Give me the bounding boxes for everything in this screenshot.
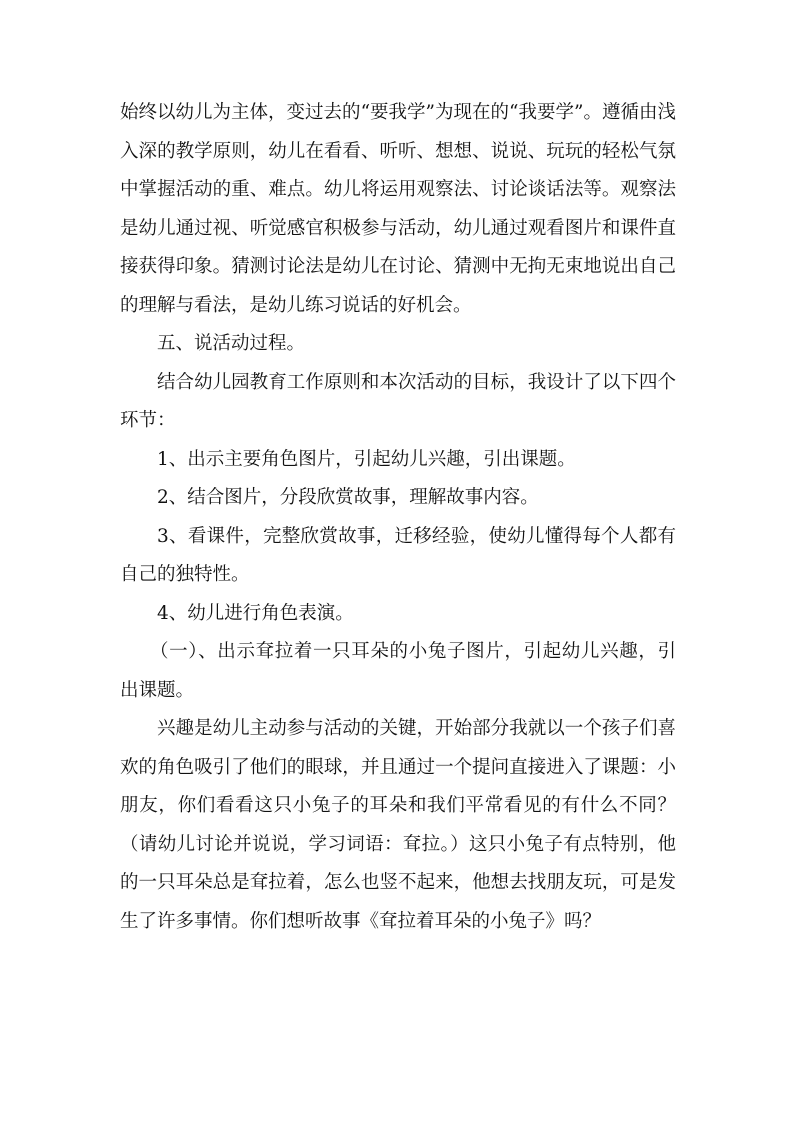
document-body	[120, 94, 676, 941]
paragraph-activity-design: 结合幼儿园教育工作原则和本次活动的目标，我设计了以下四个环节：	[120, 371, 676, 431]
paragraph-interest-introduction: 兴趣是幼儿主动参与活动的关键，开始部分我就以一个孩子们喜欢的角色吸引了他们的眼球，并且通过一个提问直接进入了课题：小朋友，你们看看这只小兔子的耳朵和我们平常看见的有什么不同？（请幼儿讨论并说说，学习词语：耷拉。）这只小兔子有点特别，他的一只耳朵总是耷拉着，怎么也竖不起来，他想去找朋友玩，可是发生了许多事情。你们想听故事《耷拉着耳朵的小兔子》吗？	[120, 718, 676, 932]
list-item-step-1: 1、出示主要角色图片，引起幼儿兴趣，引出课题。	[157, 448, 576, 470]
paragraph-teaching-methods: 始终以幼儿为主体，变过去的“要我学”为现在的“我要学”。遵循由浅入深的教学原则，幼儿在看看、听听、想想、说说、玩玩的轻松气氛中掌握活动的重、难点。幼儿将运用观察法、讨论谈话法等。观察法是幼儿通过视、听觉感官积极参与活动，幼儿通过观看图片和课件直接获得印象。猜测讨论法是幼儿在讨论、猜测中无拘无束地说出自己的理解与看法，是幼儿练习说话的好机会。	[120, 102, 676, 316]
subheading-part-one: （一）、出示耷拉着一只耳朵的小兔子图片，引起幼儿兴趣，引出课题。	[120, 641, 676, 701]
heading-activity-process: 五、说活动过程。	[157, 333, 306, 354]
list-item-step-2: 2、结合图片，分段欣赏故事，理解故事内容。	[157, 487, 539, 508]
list-item-step-4: 4、幼儿进行角色表演。	[157, 602, 354, 624]
list-item-step-3: 3、看课件，完整欣赏故事，迁移经验，使幼儿懂得每个人都有自己的独特性。	[120, 525, 676, 585]
